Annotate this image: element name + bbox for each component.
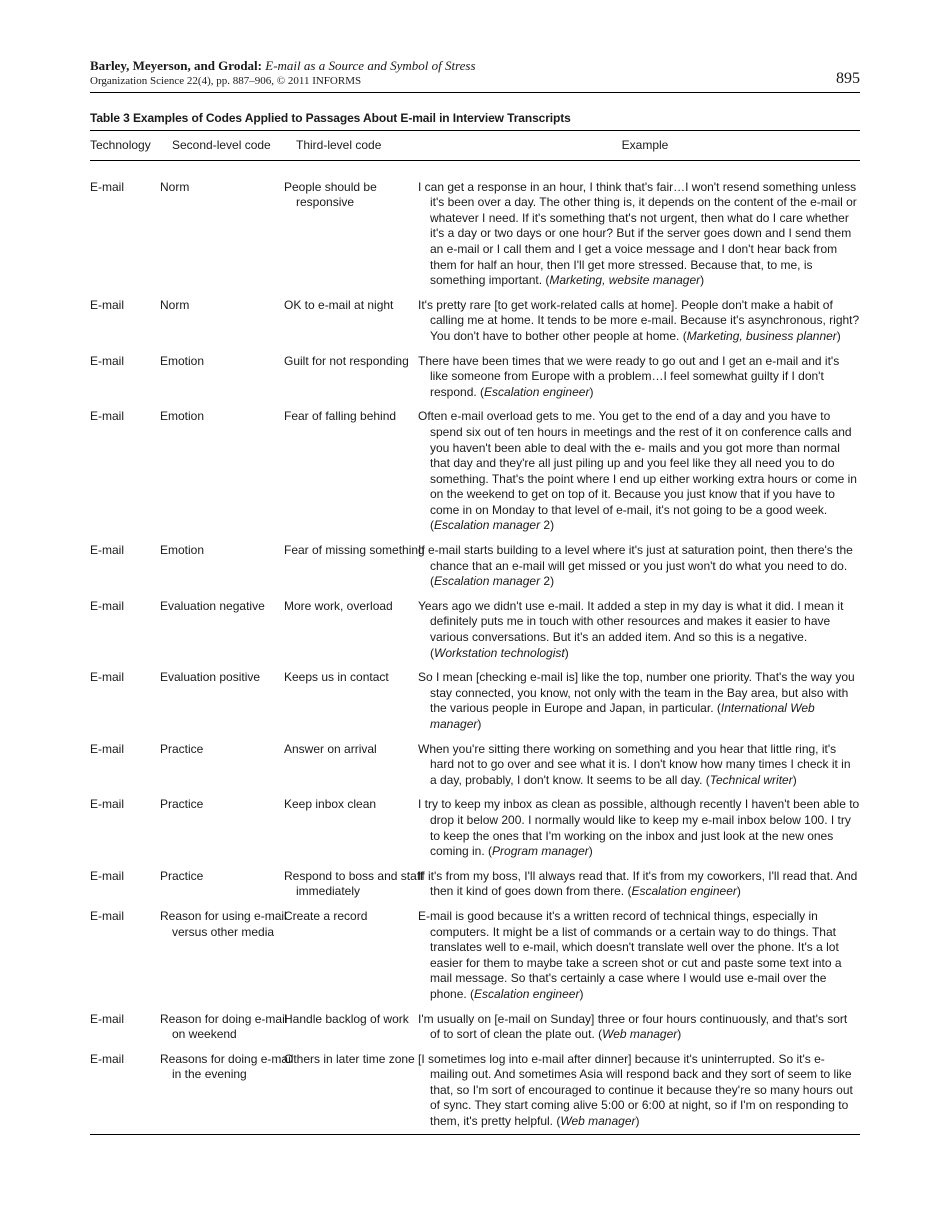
second-level-code-cell: Emotion [160,353,205,368]
technology-cell: E-mail [90,1011,125,1026]
second-level-code-cell: Practice [160,868,204,883]
second-level-code-cell: Norm [160,297,190,312]
third-level-code-cell: Handle backlog of work [284,1011,409,1026]
example-source-tail: 2) [540,518,555,533]
example-cell [418,908,860,1012]
second-level-code-cell: Emotion [160,409,205,424]
example-quote: If it's from my boss, I'll always read that. If it's from my coworkers, I'll read that. And then it kind of goes down from there. ( [418,868,858,899]
example-cell [418,1011,860,1052]
third-level-code-cell: Keep inbox clean [284,797,377,812]
running-head-article-title: E-mail as a Source and Symbol of Stress [265,58,476,73]
example-source-tail: ) [677,1027,682,1042]
technology-cell: E-mail [90,179,125,194]
third-level-code-cell: People should be responsive [284,179,377,210]
technology-cell: E-mail [90,598,125,613]
technology-cell: E-mail [90,670,125,685]
column-header-third-level-code: Third-level code [296,138,382,152]
example-cell [418,797,860,868]
example-quote: E-mail is good because it's a written record of technical things, especially in computers. It might be a list of commands or a certain way to do things. That translates well to e-mail, which doesn't translate well over the phone. It's a lot easier for them to maybe take a screen shot or cut and paste some text into a mail message. So that's certainly a case where I would use e-mail over the phone. ( [418,908,842,1001]
second-level-code-cell: Reason for using e-mail versus other media [160,908,287,939]
example-source-tail: ) [589,384,594,399]
example-source-tail: ) [588,844,593,859]
third-level-code-cell: Respond to boss and staff immediately [284,868,424,899]
running-head-journal: Organization Science 22(4), pp. 887–906, © 2011 INFORMS [90,75,362,87]
second-level-code-cell: Reason for doing e-mail on weekend [160,1011,288,1042]
example-cell [418,409,860,543]
example-cell [418,353,860,410]
table-row [90,909,860,1012]
table-row [90,354,860,410]
example-quote: Often e-mail overload gets to me. You get to the end of a day and you have to spend six out of ten hours in meetings and the rest of it on conference calls and you haven't been able to deal with the e- mails and you got more than normal that day and they're all just piling up and you feel like they all need you to do something. That's the point where I end up either working extra hours or come in on the weekend to get on top of it. Because you just know that if you have to come in on Monday to that level of e-mail, it's not going to be a good week. ( [418,409,857,533]
example-quote: I try to keep my inbox as clean as possible, although recently I haven't been able to drop it below 200. I normally would like to keep my e-mail inbox below 100. I try to keep the ones that I'm working on the inbox and just look at the new ones coming in. ( [418,797,860,859]
third-level-code-cell: Create a record [284,908,368,923]
second-level-code-cell: Evaluation negative [160,598,265,613]
second-level-code-cell: Practice [160,741,204,756]
table-row [90,742,860,798]
example-source: International Web manager [430,701,815,731]
third-level-code-cell: More work, overload [284,598,393,613]
example-cell [418,297,860,354]
example-source: Web manager [602,1027,678,1042]
example-source-tail: ) [736,884,741,899]
table-row [90,599,860,670]
second-level-code-cell: Reasons for doing e-mail in the evening [160,1051,294,1082]
example-source: Escalation manager [434,574,541,589]
technology-cell: E-mail [90,409,125,424]
example-source: Marketing, website manager [549,273,701,288]
third-level-code-cell: Fear of falling behind [284,409,397,424]
technology-cell: E-mail [90,353,125,368]
example-source: Program manager [492,844,589,859]
table-row [90,797,860,868]
example-source: Escalation engineer [474,986,580,1001]
table-row [90,409,860,543]
column-header-example: Example [621,138,669,152]
example-source: Web manager [560,1114,636,1129]
example-cell [418,670,860,741]
technology-cell: E-mail [90,741,125,756]
table-header-row [90,131,860,161]
example-cell [418,543,860,599]
example-source-tail: ) [700,273,705,288]
example-quote: So I mean [checking e-mail is] like the top, number one priority. That's the way you stay connected, you know, not only with the team in the Bay area, but also with the various people in Europe and Japan, in particular. ( [418,670,855,716]
example-cell [418,868,860,909]
second-level-code-cell: Norm [160,179,190,194]
example-quote: There have been times that we were ready to go out and I get an e-mail and it's like someone from Europe with a problem…I feel somewhat guilty if I don't respond. ( [418,353,840,399]
example-source: Escalation engineer [631,884,737,899]
example-quote: When you're sitting there working on something and you hear that little ring, it's hard not to go over and see what it is. I don't know how many times I check it in a day, probably, I don't know. It seems to be all day. ( [418,741,851,787]
running-head [90,58,860,93]
table-row [90,869,860,909]
table-row [90,160,860,298]
second-level-code-cell: Evaluation positive [160,670,261,685]
example-quote: [I sometimes log into e-mail after dinner] because it's uninterrupted. So it's e-mailing out. And sometimes Asia will respond back and they sort of seem to like that, so I'm sort of encouraged to continue it because they're so many hours out of sync. They start coming alive 5:00 or 6:00 at night, so if I'm on responding to them, it's pretty helpful. ( [418,1051,853,1129]
example-quote: Years ago we didn't use e-mail. It added a step in my day is what it did. I mean it definitely puts me in touch with other resources and makes it easier to have various conversations. But it's an added item. And so this is a negative. ( [418,598,844,660]
page-number: 895 [836,70,860,87]
third-level-code-cell: Fear of missing something [284,543,425,558]
example-source-tail: ) [635,1114,640,1129]
example-source: Workstation technologist [434,645,565,660]
example-source: Marketing, business planner [686,328,837,343]
example-source-tail: ) [564,645,569,660]
example-source: Escalation manager [434,518,541,533]
example-source-tail: ) [579,986,584,1001]
example-cell [418,598,860,670]
column-header-technology: Technology [90,138,151,152]
third-level-code-cell: Others in later time zone [284,1051,415,1066]
table-header [90,131,860,161]
technology-cell: E-mail [90,297,125,312]
technology-cell: E-mail [90,797,125,812]
table-row [90,670,860,741]
technology-cell: E-mail [90,1051,125,1066]
technology-cell: E-mail [90,868,125,883]
third-level-code-cell: OK to e-mail at night [284,297,394,312]
example-source-tail: ) [792,772,797,787]
example-quote: I can get a response in an hour, I think that's fair…I won't resend something unless it's been over a day. The other thing is, it depends on the content of the e-mail or whatever I need. If it's something that's not urgent, then what do I care whether it's a day or two days or one hour? But if the server goes down and I send them an e-mail or I call them and I get a voice message and I don't hear back from them for half an hour, then I'll get more stressed. Because that, to me, is something important. ( [418,179,857,288]
running-head-citation [90,58,476,88]
example-cell [418,160,860,298]
table-row [90,543,860,599]
technology-cell: E-mail [90,908,125,923]
technology-cell: E-mail [90,543,125,558]
table-row [90,1052,860,1134]
third-level-code-cell: Keeps us in contact [284,670,389,685]
example-source-tail: 2) [540,574,555,589]
second-level-code-cell: Emotion [160,543,205,558]
second-level-code-cell: Practice [160,797,204,812]
example-quote: I'm usually on [e-mail on Sunday] three or four hours continuously, and that's sort of to sort of clean the plate out. ( [418,1011,848,1042]
table-body [90,160,860,1134]
example-cell [418,741,860,798]
codes-table [90,130,860,1135]
example-source: Technical writer [709,772,793,787]
running-head-authors: Barley, Meyerson, and Grodal: [90,58,263,73]
example-quote: If e-mail starts building to a level where it's just at saturation point, then there's the chance that an e-mail will get missed or you just won't do what you need to do. ( [418,543,853,589]
example-quote: It's pretty rare [to get work-related calls at home]. People don't make a habit of calling me at home. It tends to be more e-mail. Because it's asynchronous, right? You don't have to bother other people at home. ( [418,297,860,343]
example-source: Escalation engineer [484,384,590,399]
example-source-tail: ) [477,717,482,731]
table-caption: Table 3 Examples of Codes Applied to Passages About E-mail in Interview Transcripts [90,111,571,125]
table-row [90,298,860,354]
example-source-tail: ) [836,328,841,343]
example-cell [418,1051,860,1134]
table-row [90,1012,860,1052]
third-level-code-cell: Guilt for not responding [284,353,409,368]
column-header-second-level-code: Second-level code [172,138,271,152]
third-level-code-cell: Answer on arrival [284,741,377,756]
